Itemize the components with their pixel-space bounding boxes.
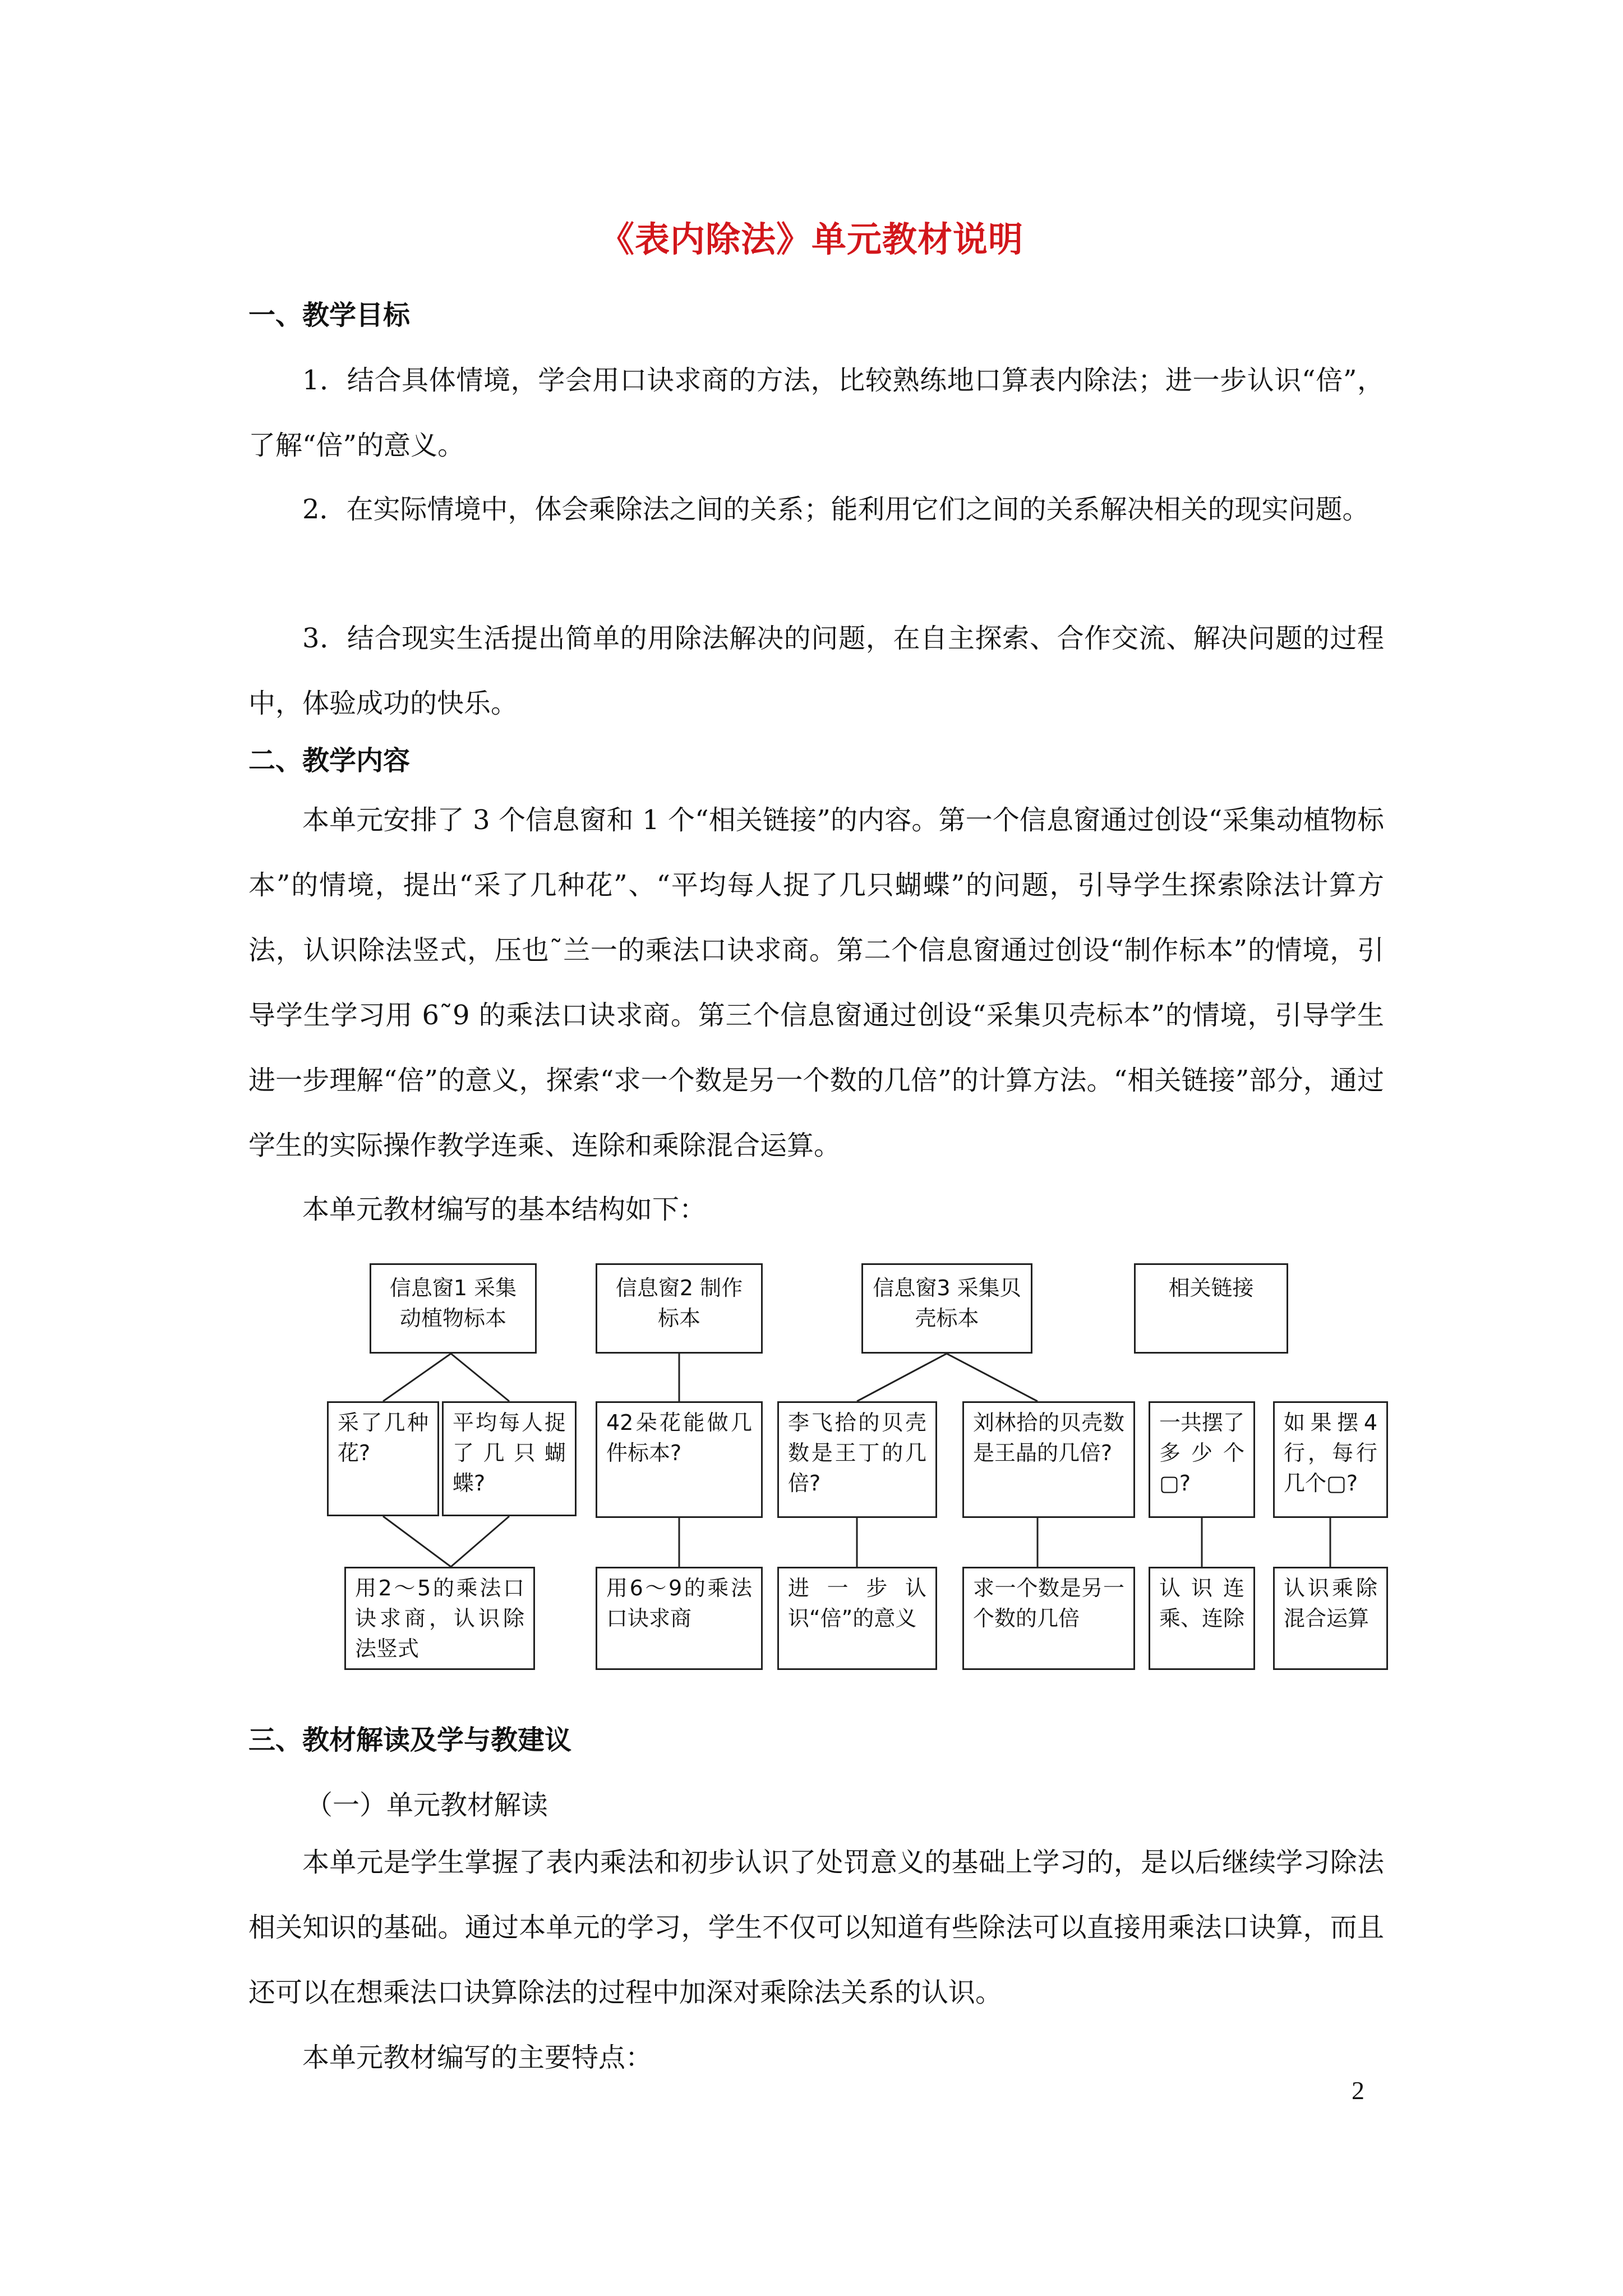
question-box-butterflies: 平均每人捉了几只蝴蝶? bbox=[442, 1401, 577, 1516]
connector bbox=[451, 1354, 509, 1401]
question-box-liu-lin: 刘林拾的贝壳数是王晶的几倍? bbox=[962, 1401, 1135, 1518]
related-link-box: 相关链接 bbox=[1134, 1263, 1288, 1354]
connector bbox=[857, 1354, 947, 1401]
section3-heading: 三、教材解读及学与教建议 bbox=[248, 1724, 572, 1756]
subsection-heading: （一）单元教材解读 bbox=[306, 1789, 548, 1821]
question-box-specimens: 42朵花能做几件标本? bbox=[596, 1401, 763, 1518]
features-intro: 本单元教材编写的主要特点： bbox=[302, 2042, 653, 2073]
result-box-mixed: 认识乘除混合运算 bbox=[1273, 1567, 1388, 1670]
analysis-paragraph: 本单元是学生掌握了表内乘法和初步认识了处罚意义的基础上学习的，是以后继续学习除法相关知识的基础。通过本单元的学习，学生不仅可以知道有些除法可以直接用乘法口诀算，而且还可以在想乘法口诀算除法的过程中加深对乘除法关系的认识。 bbox=[248, 1847, 1384, 2008]
result-box-6-9: 用6～9的乘法口诀求商 bbox=[596, 1567, 763, 1670]
content-paragraph: 本单元安排了 3 个信息窗和 1 个“相关链接”的内容。第一个信息窗通过创设“采集动植物标本”的情境，提出“采了几种花”、“平均每人捉了几只蝴蝶”的问题，引导学生探索除法计算方法，认识除法竖式，压也˜兰一的乘法口诀求商。第二个信息窗通过创设“制作标本”的情境，引导学生学习用 6˜9 的乘法口诀求商。第三个信息窗通过创设“采集贝壳标本”的情境，引导学生进一步理解“倍”的意义，探索“求一个数是另一个数的几倍”的计算方法。“相关链接”部分，通过学生的实际操作教学连乘、连除和乘除混合运算。 bbox=[248, 804, 1384, 1161]
connector bbox=[947, 1354, 1038, 1401]
result-box-times: 进一步认识“倍”的意义 bbox=[777, 1567, 937, 1670]
connector bbox=[451, 1516, 509, 1567]
result-box-2-5: 用2～5的乘法口诀求商，认识除法竖式 bbox=[344, 1567, 535, 1670]
structure-intro: 本单元教材编写的基本结构如下： bbox=[302, 1194, 707, 1225]
goal-1: 1．结合具体情境，学会用口诀求商的方法，比较熟练地口算表内除法；进一步认识“倍”，了解“倍”的意义。 bbox=[248, 365, 1384, 461]
question-box-total: 一共摆了多少个▢? bbox=[1149, 1401, 1255, 1518]
goal-2: 2．在实际情境中，体会乘除法之间的关系；能利用它们之间的关系解决相关的现实问题。 bbox=[302, 494, 1370, 525]
question-box-flowers: 采了几种花? bbox=[327, 1401, 439, 1516]
info-window-2-box: 信息窗2 制作标本 bbox=[596, 1263, 763, 1354]
result-box-chain: 认识连乘、连除 bbox=[1149, 1567, 1255, 1670]
page-number: 2 bbox=[1352, 2076, 1364, 2105]
info-window-1-box: 信息窗1 采集动植物标本 bbox=[370, 1263, 537, 1354]
question-box-li-fei: 李飞拾的贝壳数是王丁的几倍? bbox=[777, 1401, 937, 1518]
connector bbox=[383, 1354, 451, 1401]
info-window-3-box: 信息窗3 采集贝壳标本 bbox=[861, 1263, 1032, 1354]
section2-heading: 二、教学内容 bbox=[248, 745, 411, 776]
page-title: 《表内除法》单元教材说明 bbox=[599, 219, 1023, 260]
connector bbox=[383, 1516, 451, 1567]
goal-3: 3．结合现实生活提出简单的用除法解决的问题，在自主探索、合作交流、解决问题的过程中，体验成功的快乐。 bbox=[248, 623, 1384, 719]
section1-heading: 一、教学目标 bbox=[248, 300, 411, 331]
result-box-multiple: 求一个数是另一个数的几倍 bbox=[962, 1567, 1135, 1670]
question-box-rows: 如果摆4行，每行几个▢? bbox=[1273, 1401, 1388, 1518]
